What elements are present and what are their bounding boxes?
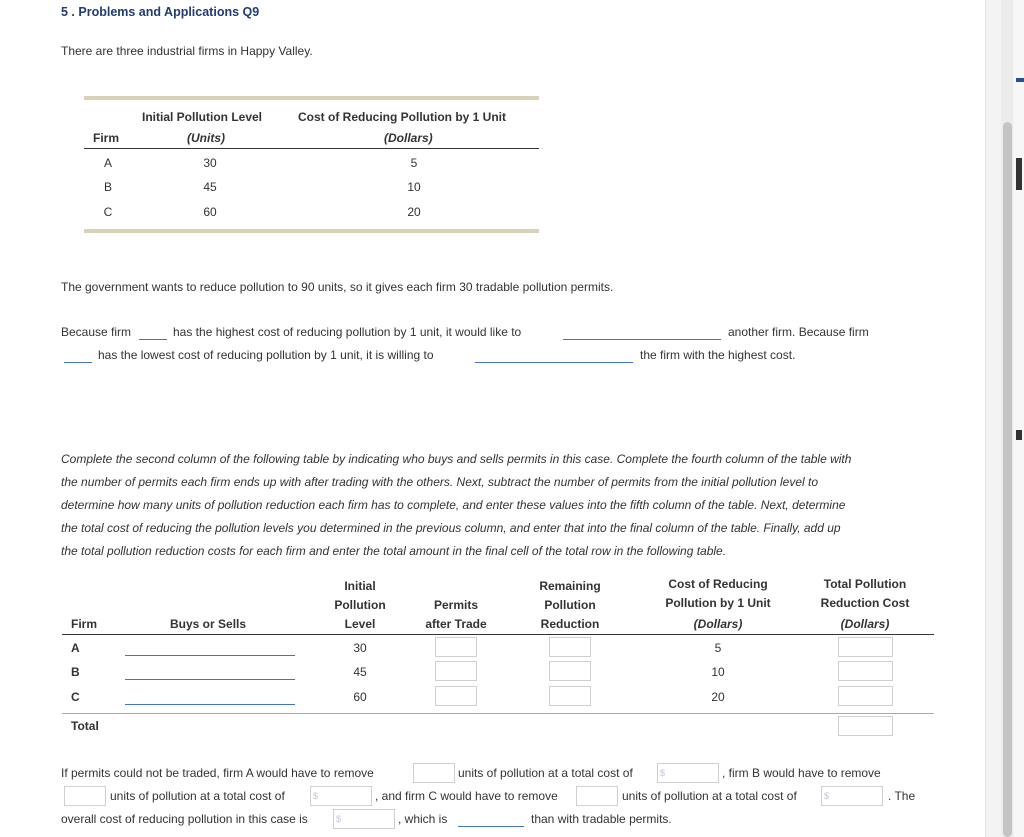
header-remaining-l2: Pollution xyxy=(544,598,596,612)
row-cost: 20 xyxy=(711,690,725,704)
header-cost-reducing: Cost of Reducing Pollution by 1 Unit xyxy=(298,110,506,124)
scrollbar-thumb[interactable] xyxy=(1003,122,1012,837)
sentence-part: has the lowest cost of reducing pollution by 1 unit, it is willing to xyxy=(98,348,434,362)
table-cell-initial: 45 xyxy=(203,180,217,194)
row-initial: 60 xyxy=(353,690,367,704)
total-cost-input-total[interactable] xyxy=(838,716,893,736)
header-permits-l2: after Trade xyxy=(425,617,487,631)
overall-cost-input[interactable]: $ xyxy=(333,809,395,829)
sentence-part: the firm with the highest cost. xyxy=(640,348,796,362)
sentence-part: , and firm C would have to remove xyxy=(375,789,558,803)
table-cell-cost: 5 xyxy=(410,156,418,170)
row-initial: 30 xyxy=(353,641,367,655)
header-divider xyxy=(84,148,539,149)
total-divider xyxy=(62,713,934,714)
comparison-dropdown[interactable] xyxy=(458,826,524,827)
sentence-part: than with tradable permits. xyxy=(531,812,672,826)
firm-c-units-input[interactable] xyxy=(576,786,618,806)
table-cell-initial: 60 xyxy=(203,205,217,219)
instruction-line: the total pollution reduction costs for each firm and enter the total amount in the final cell of the total row in the following table. xyxy=(61,544,727,558)
sentence-part: If permits could not be traded, firm A would have to remove xyxy=(61,766,374,780)
sentence-part: . The xyxy=(888,789,916,803)
header-initial-l3: Level xyxy=(344,617,376,631)
firm-b-units-input[interactable] xyxy=(64,786,106,806)
firm-c-cost-input[interactable]: $ xyxy=(821,786,883,806)
adjacent-panel-edge xyxy=(1014,0,1024,837)
sentence-part: , firm B would have to remove xyxy=(722,766,881,780)
permits-after-trade-input-b[interactable] xyxy=(435,661,477,681)
header-total-l2: Reduction Cost xyxy=(820,596,910,610)
header-divider xyxy=(62,634,934,635)
header-firm: Firm xyxy=(93,131,120,145)
total-cost-input-a[interactable] xyxy=(838,637,893,657)
row-firm: C xyxy=(71,690,80,704)
header-cost-l2: Pollution by 1 Unit xyxy=(665,596,771,610)
header-initial-l2: Pollution xyxy=(334,598,386,612)
problem-heading: 5 . Problems and Applications Q9 xyxy=(61,5,260,19)
instruction-line: the number of permits each firm ends up with after trading with the others. Next, subtract the number of permits from the initial pollution level to xyxy=(61,475,819,489)
firm-b-cost-input[interactable]: $ xyxy=(310,786,372,806)
instruction-line: Complete the second column of the following table by indicating who buys and sells permits in this case. Complete the fourth column of the table with xyxy=(61,452,852,466)
header-initial-pollution: Initial Pollution Level xyxy=(142,110,263,124)
sentence-part: overall cost of reducing pollution in this case is xyxy=(61,812,308,826)
remaining-reduction-input-b[interactable] xyxy=(549,661,591,681)
buys-sells-dropdown-a[interactable] xyxy=(125,655,295,656)
action-highest-dropdown[interactable] xyxy=(563,339,721,340)
firm-a-units-input[interactable] xyxy=(413,763,455,783)
header-dollars: (Dollars) xyxy=(384,131,433,145)
header-remaining-l3: Reduction xyxy=(540,617,600,631)
total-cost-input-b[interactable] xyxy=(838,661,893,681)
header-remaining-l1: Remaining xyxy=(539,579,601,593)
buys-sells-dropdown-b[interactable] xyxy=(125,679,295,680)
header-initial-l1: Initial xyxy=(344,579,376,593)
header-buys-sells: Buys or Sells xyxy=(170,617,247,631)
sentence-part: units of pollution at a total cost of xyxy=(458,766,633,780)
sentence-part: units of pollution at a total cost of xyxy=(110,789,285,803)
row-firm: B xyxy=(71,665,80,679)
table-cell-firm: C xyxy=(103,205,113,219)
instruction-line: the total cost of reducing the pollution levels you determined in the previous column, and enter that into the final column of the table. Finally, add up xyxy=(61,521,841,535)
sentence-part: has the highest cost of reducing pollution by 1 unit, it would like to xyxy=(173,325,522,339)
header-total-l1: Total Pollution xyxy=(823,577,907,591)
permits-after-trade-input-a[interactable] xyxy=(435,637,477,657)
remaining-reduction-input-a[interactable] xyxy=(549,637,591,657)
sentence-part: Because firm xyxy=(61,325,132,339)
header-permits-l1: Permits xyxy=(433,598,479,612)
table-cell-cost: 10 xyxy=(407,180,421,194)
header-units: (Units) xyxy=(187,131,225,145)
action-lowest-dropdown[interactable] xyxy=(475,362,633,363)
sentence-part: another firm. Because firm xyxy=(728,325,869,339)
edge-mark xyxy=(1016,78,1024,82)
row-cost: 5 xyxy=(714,641,722,655)
row-cost: 10 xyxy=(711,665,725,679)
table-top-bar xyxy=(84,96,539,100)
sentence-part: , which is xyxy=(398,812,448,826)
total-cost-input-c[interactable] xyxy=(838,686,893,706)
firm-a-cost-input[interactable]: $ xyxy=(657,763,719,783)
edge-mark xyxy=(1016,158,1022,190)
table-cell-firm: A xyxy=(103,156,112,170)
edge-mark xyxy=(1016,430,1022,440)
permits-after-trade-input-c[interactable] xyxy=(435,686,477,706)
table-cell-cost: 20 xyxy=(407,205,421,219)
header-firm: Firm xyxy=(71,617,98,631)
header-cost-l3: (Dollars) xyxy=(693,617,743,631)
total-label: Total xyxy=(71,719,99,733)
row-initial: 45 xyxy=(353,665,367,679)
government-text: The government wants to reduce pollution to 90 units, so it gives each firm 30 tradable pollution permits. xyxy=(61,280,614,294)
intro-text: There are three industrial firms in Happy Valley. xyxy=(61,44,313,58)
remaining-reduction-input-c[interactable] xyxy=(549,686,591,706)
sentence-part: units of pollution at a total cost of xyxy=(622,789,797,803)
table-cell-firm: B xyxy=(103,180,112,194)
header-cost-l1: Cost of Reducing xyxy=(668,577,768,591)
instruction-line: determine how many units of pollution reduction each firm has to complete, and enter these values into the fifth column of the table. Next, determine xyxy=(61,498,846,512)
header-total-l3: (Dollars) xyxy=(840,617,890,631)
buys-sells-dropdown-c[interactable] xyxy=(125,704,295,705)
table-cell-initial: 30 xyxy=(203,156,217,170)
row-firm: A xyxy=(71,641,80,655)
firm-highest-dropdown[interactable] xyxy=(139,339,167,340)
table-bottom-bar xyxy=(84,229,539,233)
firm-lowest-dropdown[interactable] xyxy=(64,362,92,363)
